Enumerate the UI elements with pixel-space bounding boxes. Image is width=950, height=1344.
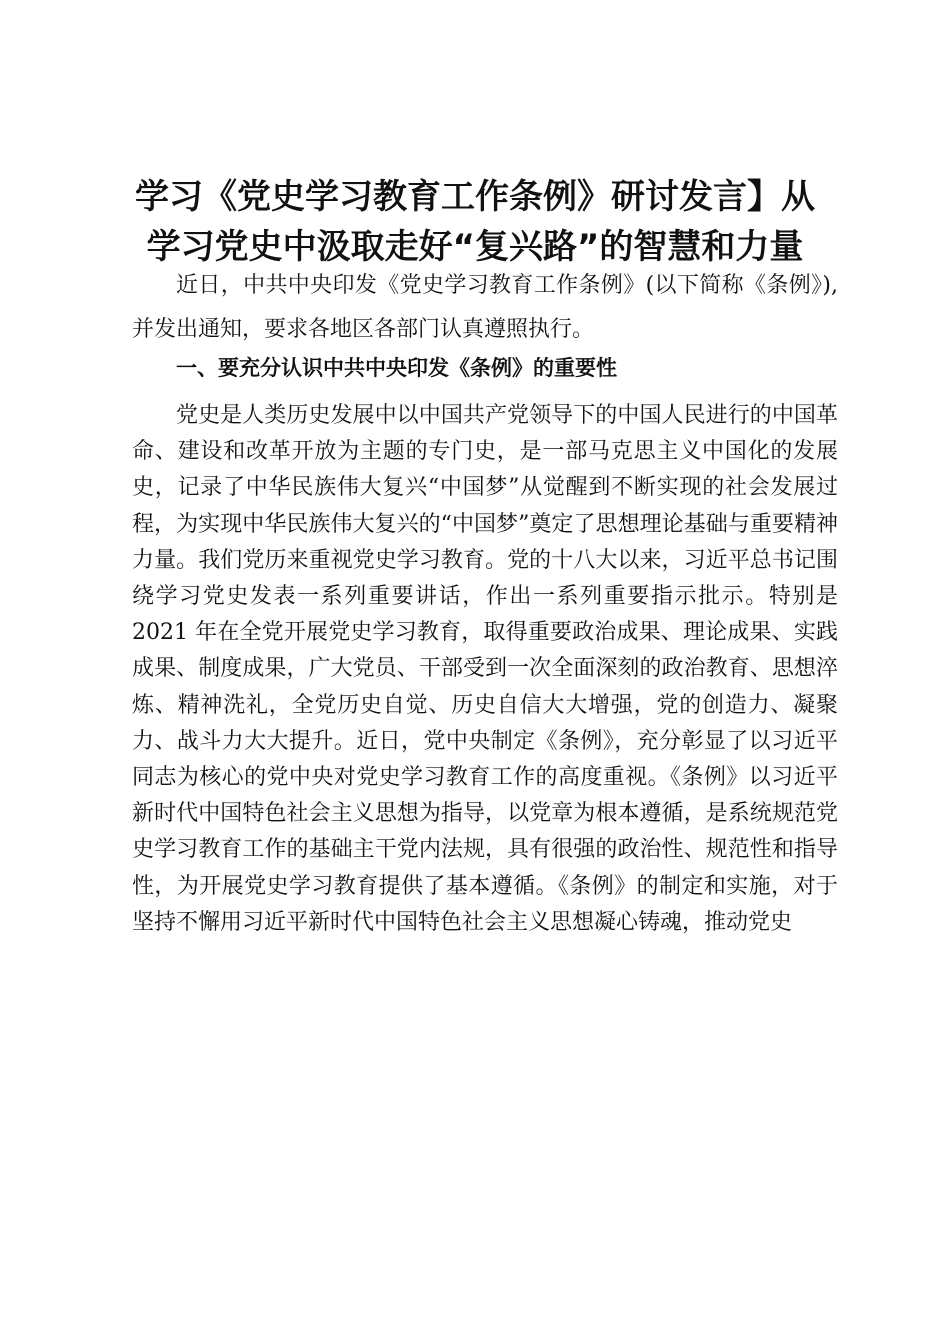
title-line-2: 学习党史中汲取走好“复兴路”的智慧和力量 [146,227,804,267]
intro-paragraph: 近日，中共中央印发《党史学习教育工作条例》(以下简称《条例》),并发出通知，要求各地区各部门认真遵照执行。 [132,273,838,342]
body-paragraph: 党史是人类历史发展中以中国共产党领导下的中国人民进行的中国革命、建设和改革开放为主题的专门史，是一部马克思主义中国化的发展史，记录了中华民族伟大复兴“中国梦”从觉醒到不断实现的社会发展过程，为实现中华民族伟大复兴的“中国梦”奠定了思想理论基础与重要精神力量。我们党历来重视党史学习教育。党的十八大以来，习近平总书记围绕学习党史发表一系列重要讲话，作出一系列重要指示批示。特别是2021 年在全党开展党史学习教育，取得重要政治成果、理论成果、实践成果、制度成果，广大党员、干部受到一次全面深刻的政治教育、思想淬炼、精神洗礼，全党历史自觉、历史自信大大增强，党的创造力、凝聚力、战斗力大大提升。近日，党中央制定《条例》，充分彰显了以习近平同志为核心的党中央对党史学习教育工作的高度重视。《条例》以习近平新时代中国特色社会主义思想为指导，以党章为根本遵循，是系统规范党史学习教育工作的基础主干党内法规，具有很强的政治性、规范性和指导性，为开展党史学习教育提供了基本遵循。《条例》的制定和实施，对于坚持不懈用习近平新时代中国特色社会主义思想凝心铸魂，推动党史 [132,403,838,935]
section-heading: 一、要充分认识中共中央印发《条例》的重要性 [176,356,617,380]
document-title [100,172,850,272]
title-line-1: 学习《党史学习教育工作条例》研讨发言】从 [135,177,815,217]
